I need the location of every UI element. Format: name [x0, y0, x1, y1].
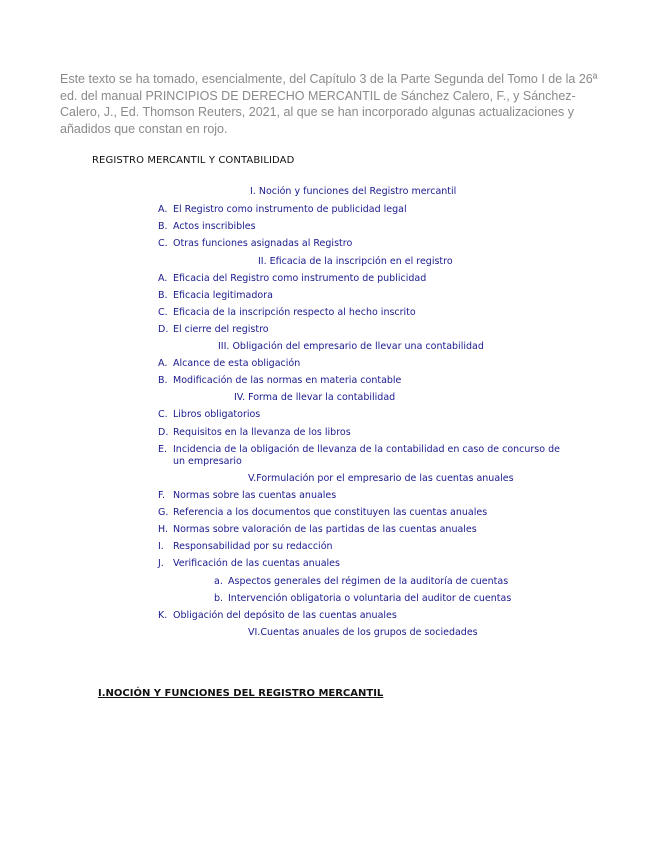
toc-text: Actos inscribibles — [173, 221, 256, 232]
toc-item[interactable] — [158, 290, 273, 302]
toc-letter: C. — [158, 238, 168, 249]
toc-letter: K. — [158, 610, 168, 621]
toc-letter: G. — [158, 507, 169, 518]
toc-section-1[interactable] — [250, 186, 456, 198]
toc-item[interactable] — [158, 307, 416, 319]
toc-letter: E. — [158, 444, 168, 455]
toc-letter: A. — [158, 358, 168, 369]
toc-text: Verificación de las cuentas anuales — [173, 558, 340, 569]
toc-item[interactable] — [158, 324, 269, 336]
toc-text: Normas sobre las cuentas anuales — [173, 490, 337, 501]
document-title: REGISTRO MERCANTIL Y CONTABILIDAD — [92, 155, 295, 166]
toc-letter: D. — [158, 427, 169, 438]
toc-item[interactable] — [158, 273, 426, 285]
toc-item[interactable] — [158, 444, 573, 468]
toc-text: Otras funciones asignadas al Registro — [173, 238, 353, 249]
toc-letter: B. — [158, 290, 168, 301]
toc-letter: A. — [158, 273, 168, 284]
toc-text: Modificación de las normas en materia contable — [173, 375, 402, 386]
toc-item[interactable] — [158, 610, 397, 622]
toc-text: V.Formulación por el empresario de las cuentas anuales — [248, 473, 514, 484]
toc-letter: F. — [158, 490, 165, 501]
toc-section-3[interactable] — [218, 341, 484, 353]
toc-letter: C. — [158, 409, 168, 420]
toc-text: Intervención obligatoria o voluntaria del auditor de cuentas — [228, 593, 512, 604]
toc-item[interactable] — [158, 427, 351, 439]
toc-text: El cierre del registro — [173, 324, 269, 335]
toc-text: VI.Cuentas anuales de los grupos de sociedades — [248, 627, 478, 638]
toc-item[interactable] — [158, 409, 260, 421]
toc-item[interactable] — [158, 490, 336, 502]
toc-section-5[interactable] — [248, 473, 514, 485]
toc-section-4[interactable] — [234, 392, 395, 404]
toc-text: Normas sobre valoración de las partidas de las cuentas anuales — [173, 524, 477, 535]
toc-text: Eficacia del Registro como instrumento de publicidad — [173, 273, 427, 284]
toc-letter: a. — [214, 576, 223, 587]
toc-section-2[interactable] — [258, 256, 453, 268]
intro-paragraph: Este texto se ha tomado, esencialmente, del Capítulo 3 de la Parte Segunda del Tomo I de la 26ª ed. del manual PRINCIPIOS DE DERECHO MERCANTIL de Sánchez Calero, F., y Sánchez-Calero, J., Ed. Thomson Reuters, 2021, al que se han incorporado algunas actualizaciones y añadidos que constan en rojo. — [60, 72, 598, 136]
toc-text: Requisitos en la llevanza de los libros — [173, 427, 351, 438]
section-heading: I.NOCIÓN Y FUNCIONES DEL REGISTRO MERCANTIL — [98, 688, 384, 699]
toc-section-6[interactable] — [248, 627, 478, 639]
toc-text: Libros obligatorios — [173, 409, 261, 420]
toc-item[interactable] — [158, 375, 401, 387]
toc-letter: A. — [158, 204, 168, 215]
toc-text: Alcance de esta obligación — [173, 358, 301, 369]
toc-text: Obligación del depósito de las cuentas anuales — [173, 610, 397, 621]
toc-item[interactable] — [158, 558, 340, 570]
toc-subitem[interactable] — [214, 593, 511, 605]
toc-item[interactable] — [158, 204, 407, 216]
toc-letter: H. — [158, 524, 168, 535]
toc-letter: J. — [158, 558, 164, 569]
toc-item[interactable] — [158, 507, 487, 519]
toc-letter: b. — [214, 593, 224, 604]
toc-text: Responsabilidad por su redacción — [173, 541, 333, 552]
toc-text: IV. Forma de llevar la contabilidad — [234, 392, 396, 403]
toc-subitem[interactable] — [214, 576, 508, 588]
toc-item[interactable] — [158, 541, 333, 553]
toc-text: Eficacia de la inscripción respecto al hecho inscrito — [173, 307, 416, 318]
toc-text: El Registro como instrumento de publicidad legal — [173, 204, 407, 215]
toc-letter: B. — [158, 375, 168, 386]
toc-letter: D. — [158, 324, 169, 335]
toc-text: I. Noción y funciones del Registro mercantil — [250, 186, 457, 197]
toc-item[interactable] — [158, 358, 300, 370]
toc-text: III. Obligación del empresario de llevar una contabilidad — [218, 341, 484, 352]
toc-text: Incidencia de la obligación de llevanza de la contabilidad en caso de concurso de un empresario — [173, 444, 560, 467]
toc-text: II. Eficacia de la inscripción en el registro — [258, 256, 453, 267]
toc-text: Eficacia legitimadora — [173, 290, 273, 301]
toc-letter: I. — [158, 541, 164, 552]
toc-item[interactable] — [158, 238, 352, 250]
toc-item[interactable] — [158, 221, 256, 233]
toc-item[interactable] — [158, 524, 477, 536]
toc-letter: C. — [158, 307, 168, 318]
toc-letter: B. — [158, 221, 168, 232]
toc-text: Aspectos generales del régimen de la auditoría de cuentas — [228, 576, 509, 587]
toc-text: Referencia a los documentos que constituyen las cuentas anuales — [173, 507, 488, 518]
